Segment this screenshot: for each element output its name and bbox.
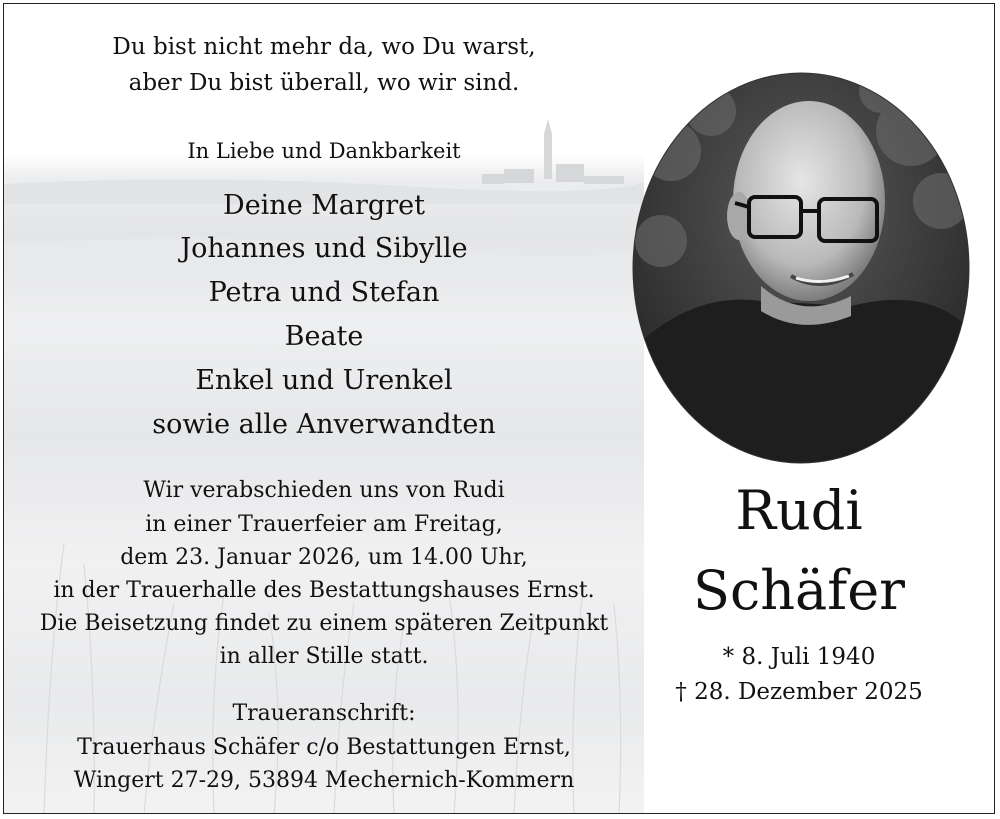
left-text-column bbox=[4, 4, 644, 814]
farewell-line: in aller Stille statt. bbox=[219, 644, 429, 669]
family-line: Petra und Stefan bbox=[208, 277, 440, 308]
motto-line-2: aber Du bist überall, wo wir sind. bbox=[128, 70, 520, 96]
portrait-photo bbox=[631, 71, 971, 466]
obituary-notice bbox=[3, 3, 995, 814]
motto-line-1: Du bist nicht mehr da, wo Du warst, bbox=[112, 34, 536, 60]
address-line-2: Wingert 27-29, 53894 Mechernich-Kommern bbox=[73, 768, 575, 793]
farewell-line: Wir verabschieden uns von Rudi bbox=[143, 478, 505, 503]
family-line: Enkel und Urenkel bbox=[195, 365, 453, 396]
address-label: Traueranschrift: bbox=[232, 701, 416, 726]
address-line-1: Trauerhaus Schäfer c/o Bestattungen Ernst, bbox=[77, 735, 571, 760]
family-line: sowie alle Anverwandten bbox=[152, 409, 496, 440]
farewell-line: in der Trauerhalle des Bestattungshauses Ernst. bbox=[53, 578, 595, 603]
gratitude-line: In Liebe und Dankbarkeit bbox=[187, 139, 461, 163]
deceased-last-name: Schäfer bbox=[693, 559, 905, 622]
family-line: Johannes und Sibylle bbox=[180, 233, 468, 264]
deceased-first-name: Rudi bbox=[735, 479, 863, 542]
family-line: Deine Margret bbox=[223, 190, 425, 221]
death-date: † 28. Dezember 2025 bbox=[675, 679, 923, 705]
farewell-line: Die Beisetzung findet zu einem späteren Zeitpunkt bbox=[39, 611, 609, 636]
farewell-line: dem 23. Januar 2026, um 14.00 Uhr, bbox=[120, 545, 528, 570]
family-line: Beate bbox=[284, 321, 364, 352]
birth-date: * 8. Juli 1940 bbox=[722, 644, 876, 670]
farewell-line: in einer Trauerfeier am Freitag, bbox=[145, 512, 503, 537]
